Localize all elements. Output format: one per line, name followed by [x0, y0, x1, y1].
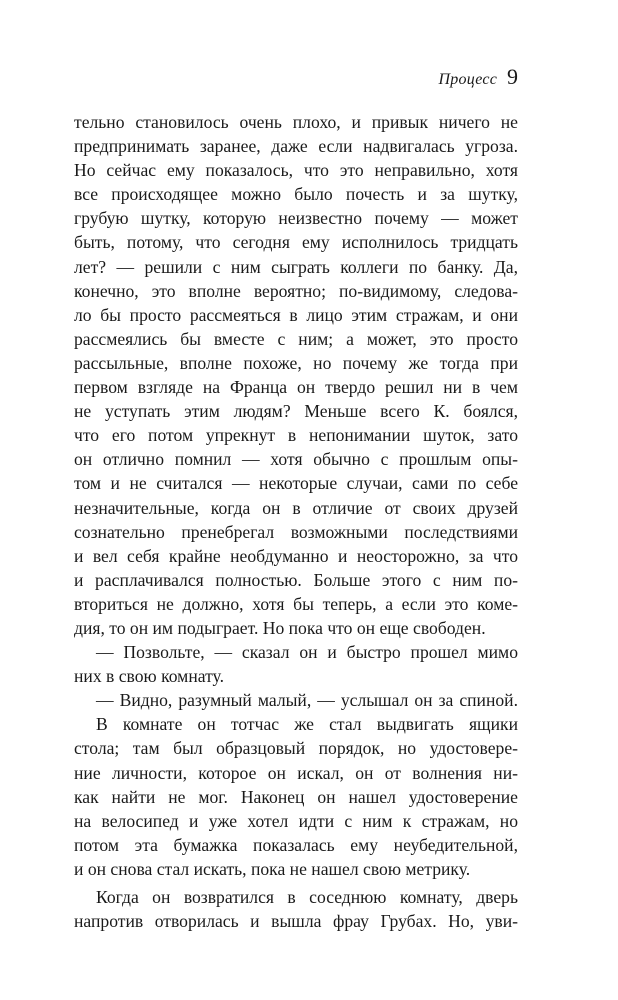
text-line: предпринимать заранее, даже если надвигалась угроза. — [74, 136, 518, 157]
text-line: он отлично помнил — хотя обычно с прошлым опы- — [74, 449, 518, 470]
text-line: том и не считался — некоторые случаи, сами по себе — [74, 473, 518, 494]
text-line: них в свою комнату. — [74, 666, 224, 687]
text-line: рассыльные, вполне похоже, но почему же тогда при — [74, 352, 518, 373]
paragraph — [74, 885, 518, 933]
paragraph — [74, 110, 518, 640]
text-line: напротив отворилась и вышла фрау Грубах. Но, уви- — [74, 911, 518, 932]
text-line: незначительные, когда он в отличие от своих друзей — [74, 497, 518, 518]
text-line: и вел себя крайне необдуманно и неосторожно, за что — [74, 545, 518, 566]
text-line: вториться не должно, хотя бы теперь, а если это коме- — [74, 593, 518, 614]
paragraph — [74, 712, 518, 881]
text-line: на велосипед и уже хотел идти с ним к стражам, но — [74, 810, 518, 831]
text-line: — Позвольте, — сказал он и быстро прошел мимо — [96, 642, 518, 663]
text-line: сознательно пренебрегал возможными последствиями — [74, 521, 518, 542]
text-line: — Видно, разумный малый, — услышал он за спиной. — [96, 690, 518, 711]
text-line: рассмеялись бы вместе с ним; а может, это просто — [74, 328, 518, 349]
text-line: грубую шутку, которую неизвестно почему — может — [74, 208, 518, 229]
body-text — [74, 110, 518, 933]
text-line: и расплачивался полностью. Больше этого с ним по- — [74, 569, 518, 590]
text-line: лет? — решили с ним сыграть коллеги по банку. Да, — [74, 256, 518, 277]
text-line: как найти не мог. Наконец он нашел удостоверение — [74, 786, 518, 807]
text-line: В комнате он тотчас же стал выдвигать ящики — [96, 714, 518, 735]
text-line: быть, потому, что сегодня ему исполнилось тридцать — [74, 232, 518, 253]
text-line: первом взгляде на Франца он твердо решил ни в чем — [74, 377, 518, 398]
text-line: стола; там был образцовый порядок, но удостовере- — [74, 738, 518, 759]
running-head — [439, 64, 518, 90]
running-title: Процесс — [438, 71, 497, 88]
text-line: все происходящее можно было почесть и за шутку, — [74, 184, 518, 205]
text-line: Но сейчас ему показалось, что это неправильно, хотя — [74, 160, 518, 181]
page-number: 9 — [507, 64, 518, 89]
text-line: потом эта бумажка показалась ему неубедительной, — [74, 834, 518, 855]
text-line: Когда он возвратился в соседнюю комнату, дверь — [96, 887, 518, 907]
text-line: ло бы просто рассмеяться в лицо этим стражам, и они — [74, 304, 518, 325]
text-line: и он снова стал искать, пока не нашел свою метрику. — [74, 858, 471, 879]
text-line: дия, то он им подыграет. Но пока что он еще свободен. — [74, 617, 486, 638]
text-line: что его потом упрекнут в непонимании шуток, зато — [74, 425, 518, 446]
text-line: не уступать этим людям? Меньше всего К. боялся, — [74, 401, 518, 422]
text-line: тельно становилось очень плохо, и привык ничего не — [74, 112, 518, 132]
text-line: ние личности, которое он искал, он от волнения ни- — [74, 762, 518, 783]
text-line: конечно, это вполне вероятно; по-видимому, следова- — [74, 280, 518, 301]
paragraph — [74, 688, 518, 712]
paragraph — [74, 640, 518, 688]
